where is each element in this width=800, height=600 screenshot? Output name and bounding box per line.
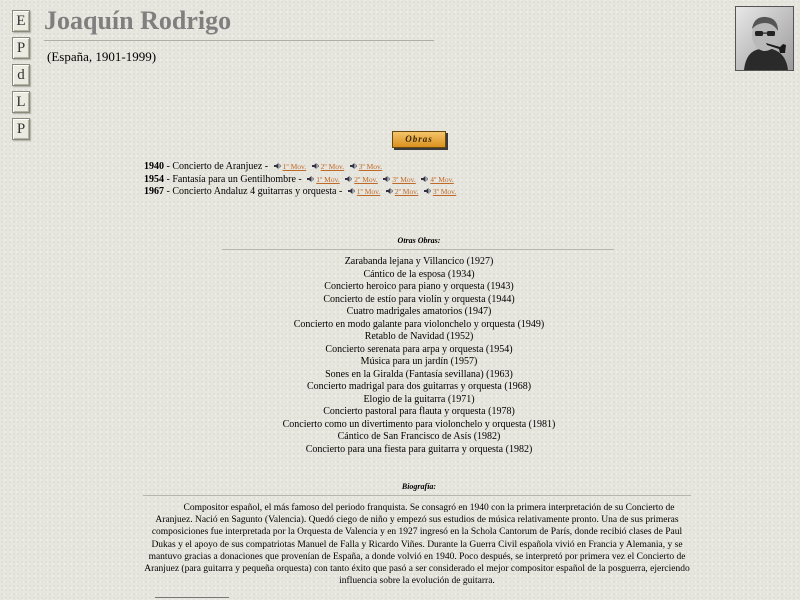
movement-link[interactable] — [383, 175, 416, 184]
otras-list — [0, 256, 800, 456]
composer-dates: (España, 1901-1999) — [47, 49, 157, 64]
list-item: Concierto serenata para arpa y orquesta (1954) — [325, 343, 513, 355]
speaker-icon — [350, 162, 358, 170]
speaker-icon — [307, 175, 315, 183]
otras-heading: Otras Obras: — [397, 236, 441, 245]
biografia-heading: Biografía: — [401, 482, 437, 491]
nav-button-p2[interactable] — [12, 118, 30, 140]
page-title: Joaquín Rodrigo — [44, 6, 232, 35]
nav-letter: L — [16, 94, 26, 110]
biography-text: Compositor español, el más famoso del periodo franquista. Se consagró en 1940 con la primera interpretación de su Concierto de Aranjuez. Nació en Sagunto (Valencia). Quedó ciego de niño y empezó sus estudios de música relativamente pronto. Una de sus primeras composiciones fue interpretada por la Orquesta de Valencia y en 1927 ingresó en la Schola Cantorum de París, donde recibió clases de Paul Dukas y el apoyo de sus compatriotas Manuel de Falla y Ricardo Viñes. Durante la Guerra Civil española vivió en Francia y Alemania, y se mantuvo gracias a donaciones que provenían de España, a donde volvió en 1940. Poco después, se interpretó por primera vez el Concierto de Aranjuez (para guitarra y pequeña orquesta) con tanto éxito que pasó a ser considerado el mejor compositor español de la posguerra, ejerciendo influencia sobre la evolución de guitarra. — [144, 503, 690, 587]
nav-button-p[interactable] — [12, 37, 30, 59]
speaker-icon — [348, 187, 356, 195]
speaker-icon — [312, 162, 320, 170]
list-item: Concierto en modo galante para violonchelo y orquesta (1949) — [293, 318, 545, 330]
movement-label: 1º Mov. — [282, 162, 307, 171]
list-item: Concierto heroico para piano y orquesta (1943) — [324, 281, 514, 292]
list-item — [144, 174, 456, 187]
list-item: Cántico de la esposa (1934) — [363, 268, 475, 280]
movement-link[interactable] — [345, 175, 378, 184]
speaker-icon — [424, 187, 432, 195]
biografia-divider — [143, 495, 691, 496]
list-item — [144, 186, 456, 199]
work-year: 1954 — [144, 173, 164, 185]
list-item: Concierto como un divertimento para violonchelo y orquesta (1981) — [282, 418, 556, 430]
obras-button[interactable] — [392, 131, 446, 148]
list-item: Concierto pastoral para flauta y orquesta (1978) — [323, 406, 515, 417]
movement-label: 1º Mov. — [356, 187, 381, 196]
movement-link[interactable] — [312, 162, 345, 171]
speaker-icon — [386, 187, 394, 195]
work-year: 1967 — [144, 186, 164, 197]
movement-link[interactable] — [421, 175, 454, 184]
movement-label: 3º Mov. — [392, 174, 416, 184]
list-item: Cuatro madrigales amatorios (1947) — [346, 306, 492, 317]
list-item: Retablo de Navidad (1952) — [364, 331, 474, 342]
speaker-icon — [345, 175, 353, 183]
list-item: Concierto para una fiesta para guitarra y orquesta (1982) — [305, 443, 533, 455]
otras-divider — [222, 249, 614, 250]
work-title: - Concierto Andaluz 4 guitarras y orquesta - — [164, 186, 345, 197]
nav-button-e[interactable] — [12, 10, 30, 32]
title-divider — [44, 40, 434, 41]
list-item: Música para un jardín (1957) — [360, 356, 478, 367]
speaker-icon — [421, 175, 429, 183]
works-list — [144, 161, 456, 199]
nav-letter: E — [16, 13, 26, 29]
work-year: 1940 — [144, 161, 164, 172]
movement-link[interactable] — [424, 187, 457, 196]
movement-label: 2º Mov. — [394, 187, 419, 196]
nav-letter: P — [16, 121, 26, 137]
footer-divider — [155, 597, 229, 598]
list-item — [144, 161, 456, 174]
movement-link[interactable] — [348, 187, 381, 196]
side-nav — [12, 10, 30, 145]
movement-link[interactable] — [386, 187, 419, 196]
work-title: - Concierto de Aranjuez - — [164, 161, 271, 172]
movement-link[interactable] — [307, 175, 340, 184]
movement-label: 4º Mov. — [430, 174, 454, 184]
movement-label: 3º Mov. — [358, 162, 383, 171]
obras-label: Obras — [405, 134, 433, 144]
speaker-icon — [383, 175, 391, 183]
nav-button-l[interactable] — [12, 91, 30, 113]
list-item: Elogio de la guitarra (1971) — [363, 393, 475, 405]
composer-portrait — [735, 6, 794, 71]
movement-label: 3º Mov. — [432, 187, 457, 196]
nav-button-d[interactable] — [12, 64, 30, 86]
nav-letter: P — [16, 40, 26, 56]
speaker-icon — [274, 162, 282, 170]
list-item: Sones en la Giralda (Fantasía sevillana) (1963) — [325, 368, 513, 380]
movement-label: 2º Mov. — [354, 174, 378, 184]
list-item: Concierto madrigal para dos guitarras y orquesta (1968) — [306, 381, 532, 392]
list-item: Concierto de estío para violín y orquesta (1944) — [323, 293, 515, 305]
movement-label: 1º Mov. — [316, 174, 340, 184]
movement-label: 2º Mov. — [320, 162, 345, 171]
movement-link[interactable] — [274, 162, 307, 171]
nav-letter: d — [17, 67, 25, 83]
work-title: - Fantasía para un Gentilhombre - — [164, 173, 305, 185]
list-item: Zarabanda lejana y Villancico (1927) — [344, 256, 494, 267]
list-item: Cántico de San Francisco de Asís (1982) — [337, 431, 501, 442]
movement-link[interactable] — [350, 162, 383, 171]
